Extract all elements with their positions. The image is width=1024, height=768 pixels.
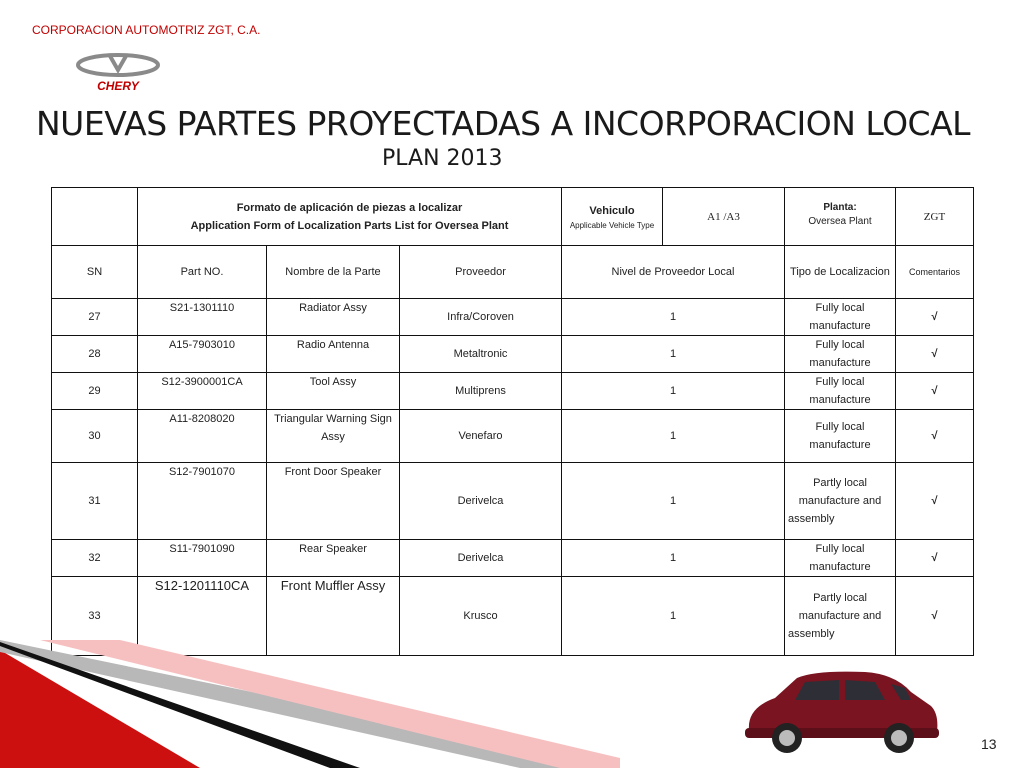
cell-part-name: Front Door Speaker [267,463,400,540]
parts-table [51,187,974,656]
chery-logo [72,52,164,94]
cell-supplier: Multiprens [400,373,562,410]
cell-localization-type: Partly local manufacture and assembly [785,463,896,540]
cell-localization-type: Partly local manufacture and assembly [785,577,896,656]
cell-localization-type: Fully local manufacture [785,410,896,463]
plant-sublabel: Oversea Plant [808,216,872,227]
decorative-stripes [0,640,620,768]
col-comments: Comentarios [896,246,974,299]
cell-sn: 32 [52,540,138,577]
table-row [52,540,974,577]
cell-localization-type: Fully local manufacture [785,336,896,373]
form-title-line1: Formato de aplicación de piezas a localizar [236,201,463,214]
cell-sn: 31 [52,463,138,540]
col-part-no: Part NO. [138,246,267,299]
car-image [735,660,945,760]
cell-sn: 27 [52,299,138,336]
col-type: Tipo de Localizacion [785,246,896,299]
cell-part-name: Radio Antenna [267,336,400,373]
cell-supplier: Derivelca [400,463,562,540]
cell-comment-check: √ [896,577,974,656]
cell-comment-check: √ [896,410,974,463]
cell-part-no: S12-7901070 [138,463,267,540]
table-row [52,373,974,410]
vehicle-sublabel: Applicable Vehicle Type [569,221,655,230]
page-subtitle: PLAN 2013 [382,146,503,171]
cell-level: 1 [562,577,785,656]
plant-label: Planta: [823,202,857,213]
logo-wordmark: CHERY [97,79,139,93]
col-name: Nombre de la Parte [267,246,400,299]
cell-supplier: Metaltronic [400,336,562,373]
cell-comment-check: √ [896,463,974,540]
cell-level: 1 [562,540,785,577]
vehicle-label-cell [562,188,663,246]
cell-level: 1 [562,336,785,373]
table-row [52,410,974,463]
col-sn: SN [52,246,138,299]
cell-level: 1 [562,299,785,336]
cell-part-no: S12-1201110CA [138,577,267,656]
cell-supplier: Derivelca [400,540,562,577]
cell-sn: 33 [52,577,138,656]
table-row [52,336,974,373]
cell-part-no: S11-7901090 [138,540,267,577]
page-number: 13 [981,736,997,752]
col-supplier: Proveedor [400,246,562,299]
cell-supplier: Infra/Coroven [400,299,562,336]
cell-localization-type: Fully local manufacture [785,373,896,410]
table-row [52,299,974,336]
cell-localization-type: Fully local manufacture [785,299,896,336]
vehicle-label: Vehiculo [589,205,635,217]
cell-comment-check: √ [896,336,974,373]
cell-part-no: S21-1301110 [138,299,267,336]
blank-cell [52,188,138,246]
cell-part-name: Triangular Warning Sign Assy [267,410,400,463]
cell-sn: 29 [52,373,138,410]
cell-part-name: Tool Assy [267,373,400,410]
cell-part-no: S12-3900001CA [138,373,267,410]
cell-part-name: Front Muffler Assy [267,577,400,656]
form-title-cell [138,188,562,246]
vehicle-value: A1 /A3 [663,188,785,246]
cell-sn: 28 [52,336,138,373]
form-title-line2: Application Form of Localization Parts List for Oversea Plant [190,219,509,232]
table-row [52,463,974,540]
form-header-row [52,188,974,246]
cell-part-no: A15-7903010 [138,336,267,373]
company-name: CORPORACION AUTOMOTRIZ ZGT, C.A. [32,23,261,37]
cell-part-no: A11-8208020 [138,410,267,463]
plant-label-cell [785,188,896,246]
page-title: NUEVAS PARTES PROYECTADAS A INCORPORACION LOCAL [36,104,971,143]
cell-level: 1 [562,410,785,463]
cell-supplier: Krusco [400,577,562,656]
column-header-row [52,246,974,299]
plant-value: ZGT [896,188,974,246]
cell-comment-check: √ [896,540,974,577]
cell-level: 1 [562,463,785,540]
cell-part-name: Rear Speaker [267,540,400,577]
cell-supplier: Venefaro [400,410,562,463]
cell-comment-check: √ [896,373,974,410]
col-level: Nivel de Proveedor Local [562,246,785,299]
cell-comment-check: √ [896,299,974,336]
cell-level: 1 [562,373,785,410]
cell-part-name: Radiator Assy [267,299,400,336]
cell-sn: 30 [52,410,138,463]
cell-localization-type: Fully local manufacture [785,540,896,577]
